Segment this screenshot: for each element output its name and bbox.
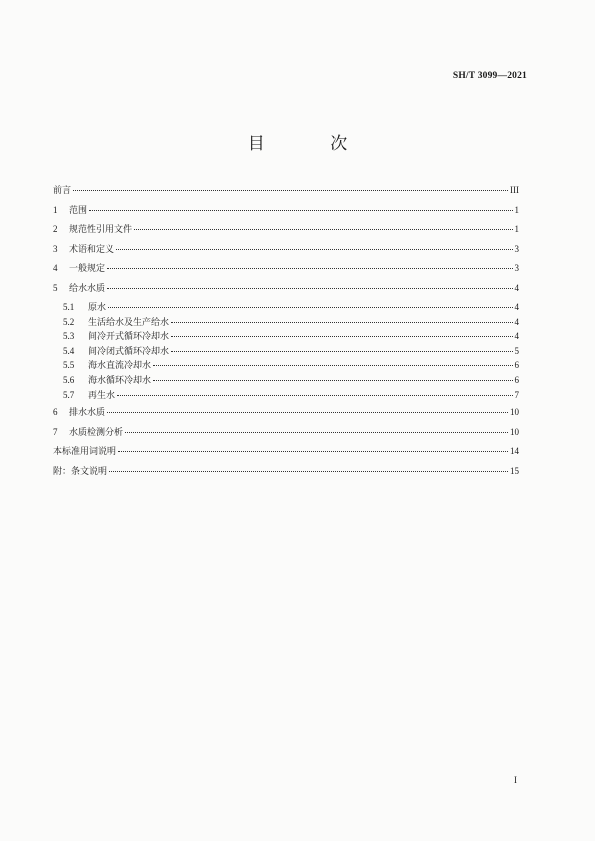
toc-entry-page: 10 [510,426,519,437]
toc-entry-label: 规范性引用文件 [69,225,133,235]
toc-dot-leader [107,411,508,413]
toc-entry-label: 本标准用词说明 [53,447,117,458]
toc-entry-label: 海水直流冷却水 [88,361,152,372]
toc-dot-leader [73,189,508,191]
toc-entry-page: 7 [514,389,519,400]
toc-entry[interactable] [53,344,519,359]
toc-entry[interactable] [53,388,519,403]
toc-entry-page: 15 [510,465,519,476]
toc-entry-label: 生活给水及生产给水 [88,317,170,328]
toc-entry-number: 5.7 [63,389,75,400]
toc-entry-number: 7 [53,426,58,437]
toc-entry[interactable] [53,203,519,223]
toc-entry[interactable] [53,425,519,445]
toc-dot-leader [153,364,512,366]
toc-dot-leader [134,228,512,230]
toc-dot-leader [108,306,512,308]
toc-dot-leader [109,470,508,472]
toc-entry[interactable] [53,300,519,315]
toc-entry-number: 5.5 [63,360,75,371]
toc-entry[interactable] [53,358,519,373]
toc-entry-label: 范围 [69,205,88,216]
toc-entry-page: 6 [514,360,519,371]
toc-entry-label: 给水水质 [69,283,106,294]
toc-entry-page: 5 [514,345,519,356]
toc-entry-page: 4 [514,316,519,327]
toc-entry-page: 4 [514,302,519,312]
toc-entry-label: 术语和定义 [69,244,115,255]
toc-dot-leader [171,321,512,323]
toc-entry-page: 4 [514,331,519,342]
toc-entry[interactable] [53,373,519,388]
toc-dot-leader [117,394,512,396]
toc-entry-label: 水质检测分析 [69,427,124,438]
toc-entry-number: 5.4 [63,345,75,356]
toc-entry[interactable] [53,329,519,344]
toc-dot-leader [171,335,512,337]
toc-entry-page: 1 [514,224,519,234]
toc-entry-label: 再生水 [88,390,116,401]
toc-dot-leader [125,431,508,433]
table-of-contents [53,183,519,483]
toc-entry-page: 10 [510,407,519,418]
toc-dot-leader [107,287,512,289]
toc-entry[interactable] [53,222,519,242]
toc-dot-leader [89,209,512,211]
toc-entry-number: 5.1 [63,302,75,312]
toc-entry-number: 4 [53,263,58,273]
toc-title: 目 次 [247,134,378,154]
toc-entry-page: 4 [514,282,519,293]
toc-entry-number: 6 [53,407,58,418]
toc-dot-leader [118,450,508,452]
toc-entry-label: 前言 [53,186,72,196]
toc-entry-page: III [510,185,519,195]
toc-entry[interactable] [53,444,519,464]
toc-entry-number: 5 [53,282,58,293]
toc-entry-number: 1 [53,204,58,215]
toc-entry-page: 6 [514,374,519,385]
toc-entry-number: 5.3 [63,331,75,342]
toc-entry-label: 排水水质 [69,408,106,419]
toc-dot-leader [116,248,512,250]
toc-entry[interactable] [53,261,519,281]
toc-entry-label: 附：条文说明 [53,466,108,477]
toc-entry-label: 原水 [88,303,107,313]
toc-entry-label: 间冷开式循环冷却水 [88,332,170,343]
document-code: SH/T 3099—2021 [452,71,527,81]
toc-entry-number: 2 [53,224,58,234]
toc-entry-label: 海水循环冷却水 [88,375,152,386]
toc-entry-number: 5.6 [63,374,75,385]
toc-entry-label: 间冷闭式循环冷却水 [88,346,170,357]
toc-entry-label: 一般规定 [69,264,106,274]
toc-entry-page: 1 [514,204,519,215]
toc-entry[interactable] [53,315,519,330]
toc-entry-page: 14 [510,446,519,457]
toc-entry[interactable] [53,183,519,203]
toc-entry-page: 3 [514,263,519,273]
toc-entry-number: 5.2 [63,316,75,327]
toc-entry[interactable] [53,405,519,425]
toc-dot-leader [107,267,512,269]
toc-dot-leader [171,350,512,352]
page-number: I [514,775,517,785]
toc-entry[interactable] [53,281,519,301]
toc-entry-number: 3 [53,243,58,254]
toc-dot-leader [153,379,512,381]
toc-entry[interactable] [53,464,519,484]
toc-entry-page: 3 [514,243,519,254]
toc-entry[interactable] [53,242,519,262]
